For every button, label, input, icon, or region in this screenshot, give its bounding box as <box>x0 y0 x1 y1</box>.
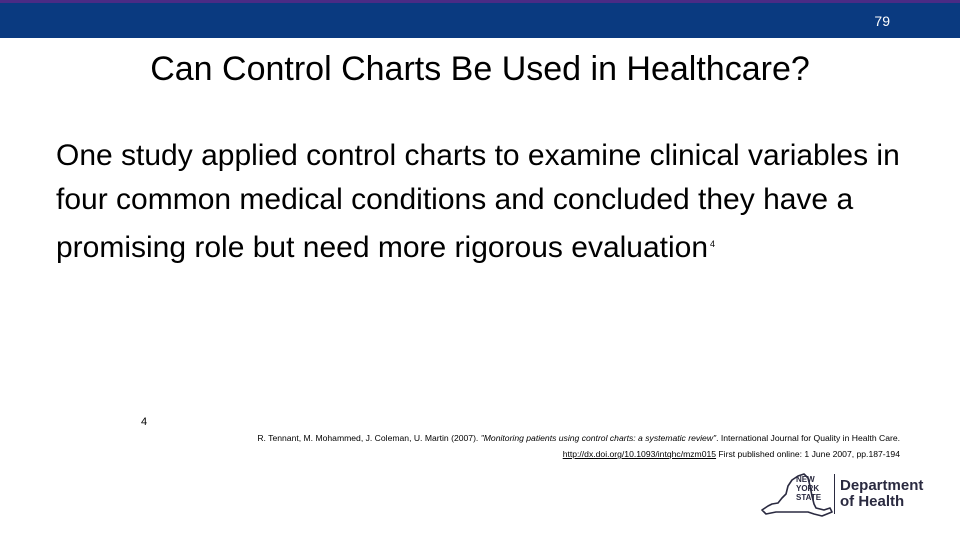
footnote-article-title: "Monitoring patients using control charts: a systematic review" <box>480 433 717 443</box>
footnote-number: 4 <box>141 416 148 428</box>
body-paragraph <box>56 134 926 270</box>
footnote-published: First published online: 1 June 2007, pp.187-194 <box>716 449 900 459</box>
body-superscript: 4 <box>710 239 716 249</box>
footnote <box>150 430 900 462</box>
nys-department-of-health-logo <box>758 470 928 518</box>
slide-title: Can Control Charts Be Used in Healthcare? <box>150 50 810 88</box>
header-bar <box>0 0 960 38</box>
logo-department-text: Department of Health <box>840 477 924 510</box>
logo-divider <box>834 474 835 514</box>
footnote-journal: . International Journal for Quality in Health Care. <box>716 433 900 443</box>
footnote-doi-link[interactable]: http://dx.doi.org/10.1093/intqhc/mzm015 <box>562 449 717 459</box>
footnote-authors: R. Tennant, M. Mohammed, J. Coleman, U. Martin (2007). <box>257 433 481 443</box>
body-text: One study applied control charts to examine clinical variables in four common medical conditions and concluded they have a promising role but need more rigorous evaluation <box>56 139 900 264</box>
logo-state-text: NEW YORK STATE <box>796 475 822 502</box>
slide-number: 79 <box>874 13 890 29</box>
